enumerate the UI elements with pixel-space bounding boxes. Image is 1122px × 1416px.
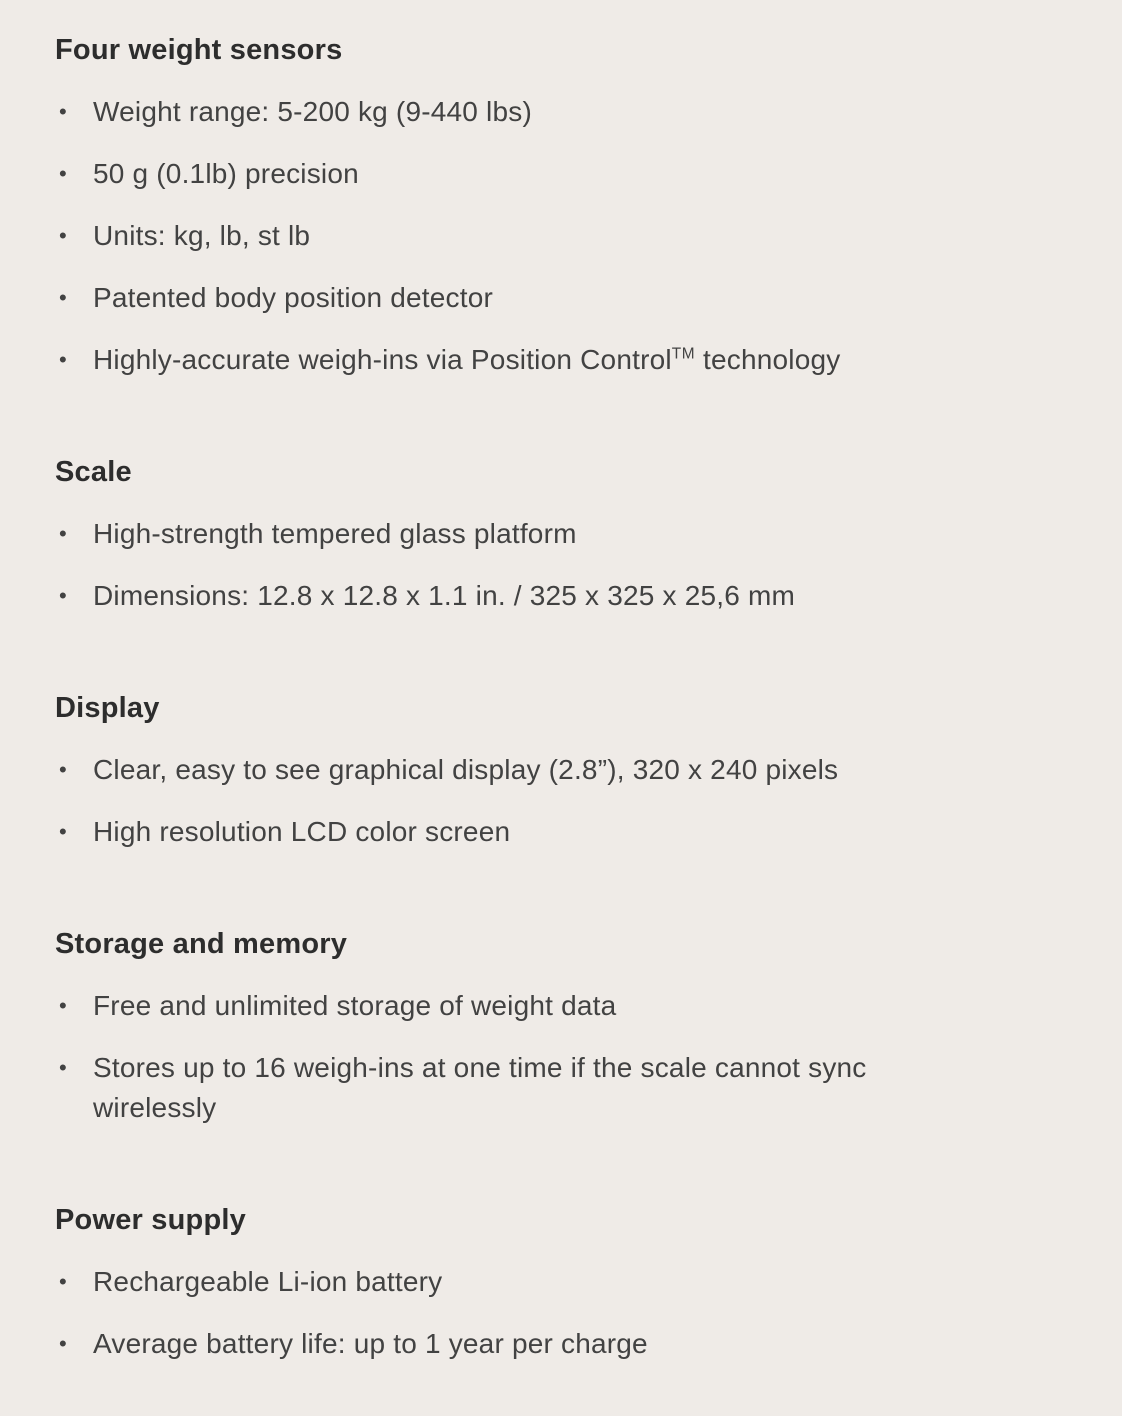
- spec-section: [55, 688, 1067, 852]
- bullet-icon: •: [59, 223, 67, 248]
- spec-list: [55, 750, 1067, 852]
- section-title: Storage and memory: [55, 928, 348, 960]
- spec-item: [55, 576, 1067, 616]
- spec-item: [55, 1048, 1067, 1128]
- spec-item-text-part: High resolution LCD color screen: [93, 816, 511, 847]
- spec-item-text: [93, 340, 840, 380]
- spec-item-text: [93, 1324, 648, 1364]
- spec-item: [55, 216, 1067, 256]
- spec-item-text-part: Units: kg, lb, st lb: [93, 220, 311, 251]
- bullet-icon: •: [59, 347, 67, 372]
- bullet-icon: •: [59, 1055, 67, 1080]
- bullet-icon: •: [59, 757, 67, 782]
- spec-item-text: [93, 278, 493, 318]
- spec-item: [55, 812, 1067, 852]
- bullet-icon: •: [59, 1331, 67, 1356]
- spec-item: [55, 1262, 1067, 1302]
- spec-item-text-part: Free and unlimited storage of weight data: [93, 990, 617, 1021]
- spec-item: [55, 154, 1067, 194]
- spec-list: [55, 92, 1067, 380]
- bullet-icon: •: [59, 285, 67, 310]
- spec-item: [55, 750, 1067, 790]
- section-title: Scale: [55, 456, 132, 488]
- spec-item-text-part: technology: [695, 344, 841, 375]
- spec-item: [55, 986, 1067, 1026]
- spec-item-text: [93, 576, 795, 616]
- spec-item: [55, 340, 1067, 380]
- section-title: Four weight sensors: [55, 34, 343, 66]
- spec-section: [55, 30, 1067, 380]
- spec-item-text-part: 50 g (0.1lb) precision: [93, 158, 359, 189]
- spec-section: [55, 1200, 1067, 1364]
- spec-item: [55, 514, 1067, 554]
- spec-section: [55, 452, 1067, 616]
- spec-section: [55, 924, 1067, 1128]
- spec-item-text-part: Weight range: 5-200 kg (9-440 lbs): [93, 96, 532, 127]
- spec-item: [55, 278, 1067, 318]
- spec-item-text-part: Average battery life: up to 1 year per charge: [93, 1328, 648, 1359]
- section-title: Display: [55, 692, 160, 724]
- spec-list: [55, 514, 1067, 616]
- spec-item-text-part: High-strength tempered glass platform: [93, 518, 577, 549]
- spec-item-text-part: Clear, easy to see graphical display (2.8”), 320 x 240 pixels: [93, 754, 839, 785]
- bullet-icon: •: [59, 993, 67, 1018]
- section-title: Power supply: [55, 1204, 246, 1236]
- bullet-icon: •: [59, 1269, 67, 1294]
- bullet-icon: •: [59, 521, 67, 546]
- spec-item-text-part: Patented body position detector: [93, 282, 494, 313]
- spec-item-text: [93, 1262, 442, 1302]
- trademark-superscript: TM: [671, 345, 696, 363]
- spec-item-text: [93, 216, 310, 256]
- spec-sections: [55, 30, 1067, 1364]
- spec-item-text-part: Rechargeable Li-ion battery: [93, 1266, 443, 1297]
- spec-item: [55, 92, 1067, 132]
- spec-item-text: [93, 986, 616, 1026]
- spec-item-text-part: Highly-accurate weigh-ins via Position Control: [93, 344, 672, 375]
- spec-item-text-part: Dimensions: 12.8 x 12.8 x 1.1 in. / 325 x 325 x 25,6 mm: [93, 580, 796, 611]
- bullet-icon: •: [59, 583, 67, 608]
- spec-list: [55, 986, 1067, 1128]
- spec-item-text: [93, 514, 577, 554]
- spec-item: [55, 1324, 1067, 1364]
- spec-item-text: [93, 1048, 973, 1128]
- bullet-icon: •: [59, 99, 67, 124]
- spec-item-text: [93, 750, 838, 790]
- spec-item-text-part: Stores up to 16 weigh-ins at one time if the scale cannot sync wirelessly: [93, 1052, 867, 1123]
- bullet-icon: •: [59, 161, 67, 186]
- spec-item-text: [93, 812, 510, 852]
- spec-item-text: [93, 92, 532, 132]
- spec-item-text: [93, 154, 359, 194]
- spec-list: [55, 1262, 1067, 1364]
- bullet-icon: •: [59, 819, 67, 844]
